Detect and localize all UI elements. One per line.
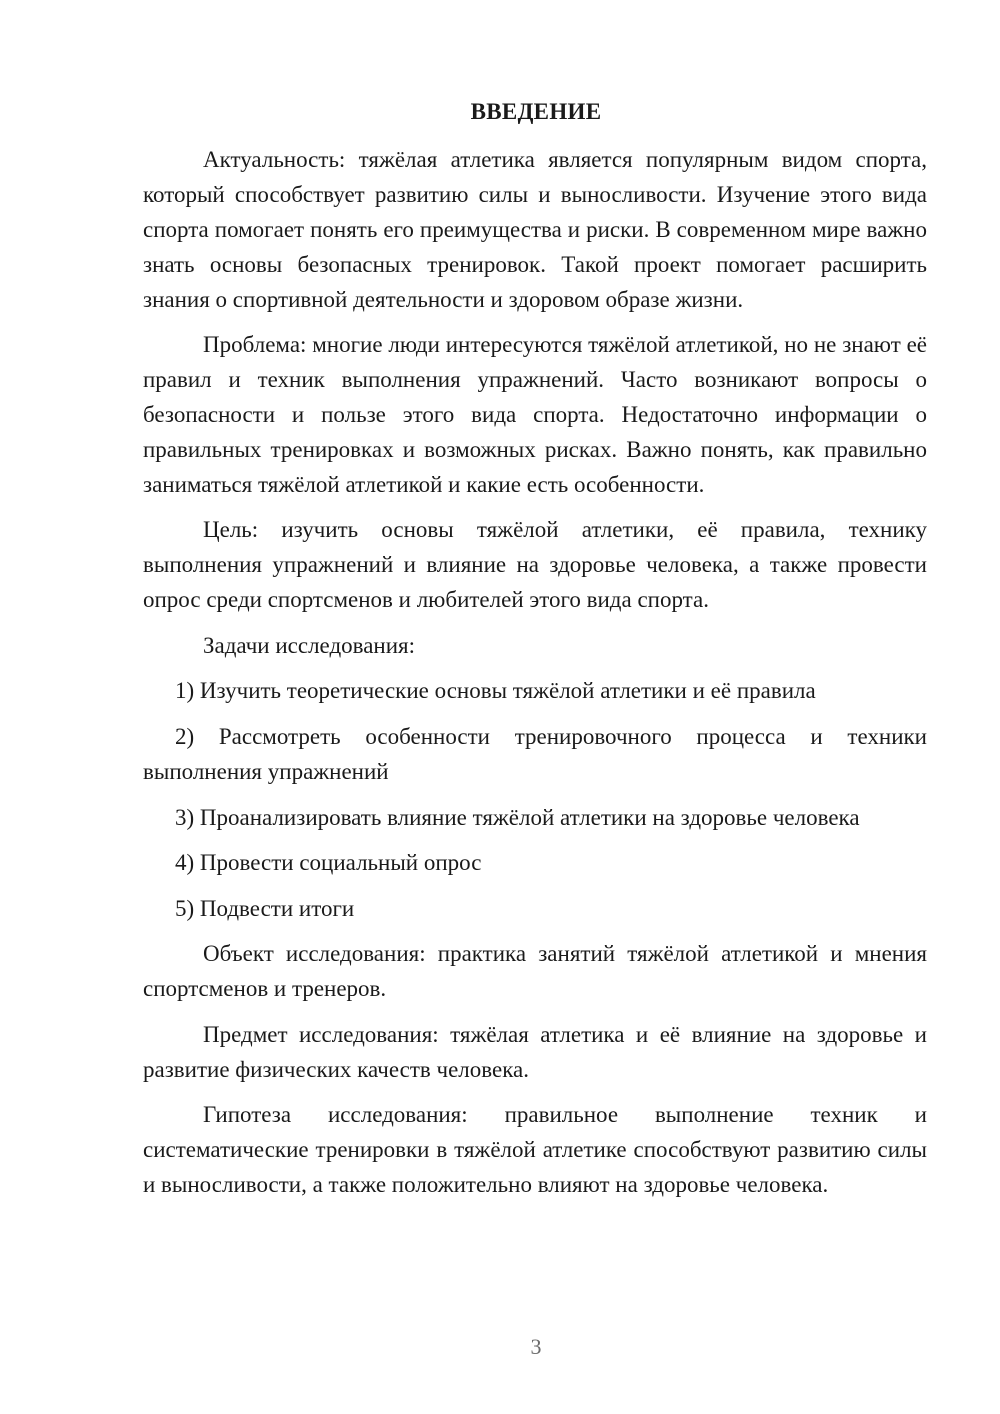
tasks-title: Задачи исследования:	[203, 632, 416, 658]
document-body	[143, 143, 927, 1214]
list-item: 3) Проанализировать влияние тяжёлой атлетики на здоровье человека	[175, 804, 860, 830]
tasks-list	[143, 674, 927, 926]
relevance-paragraph: Актуальность: тяжёлая атлетика является популярным видом спорта, который способствует развитию силы и выносливости. Изучение этого вида спорта помогает понять его преимущества и риски. В современном мире важно знать основы безопасных тренировок. Такой проект помогает расширить знания о спортивной деятельности и здоровом образе жизни.	[143, 147, 927, 312]
object-paragraph: Объект исследования: практика занятий тяжёлой атлетикой и мнения спортсменов и тренеров.	[143, 941, 927, 1002]
page-number: 3	[530, 1334, 542, 1359]
subject-paragraph: Предмет исследования: тяжёлая атлетика и её влияние на здоровье и развитие физических качеств человека.	[143, 1021, 927, 1082]
list-item: 4) Провести социальный опрос	[175, 850, 482, 876]
list-item: 1) Изучить теоретические основы тяжёлой атлетики и её правила	[175, 678, 816, 704]
hypothesis-paragraph: Гипотеза исследования: правильное выполнение техник и систематические тренировки в тяжёлой атлетике способствуют развитию силы и выносливости, а также положительно влияют на здоровье человека.	[143, 1102, 927, 1198]
list-item: 2) Рассмотреть особенности тренировочного процесса и техники выполнения упражнений	[143, 724, 927, 784]
list-item: 5) Подвести итоги	[175, 895, 355, 921]
problem-paragraph: Проблема: многие люди интересуются тяжёлой атлетикой, но не знают её правил и техник выполнения упражнений. Часто возникают вопросы о безопасности и пользе этого вида спорта. Недостаточно информации о правильных тренировках и возможных рисках. Важно понять, как правильно заниматься тяжёлой атлетикой и какие есть особенности.	[143, 332, 927, 497]
page-title: ВВЕДЕНИЕ	[470, 99, 602, 124]
goal-paragraph: Цель: изучить основы тяжёлой атлетики, её правила, технику выполнения упражнений и влияние на здоровье человека, а также провести опрос среди спортсменов и любителей этого вида спорта.	[143, 517, 927, 613]
